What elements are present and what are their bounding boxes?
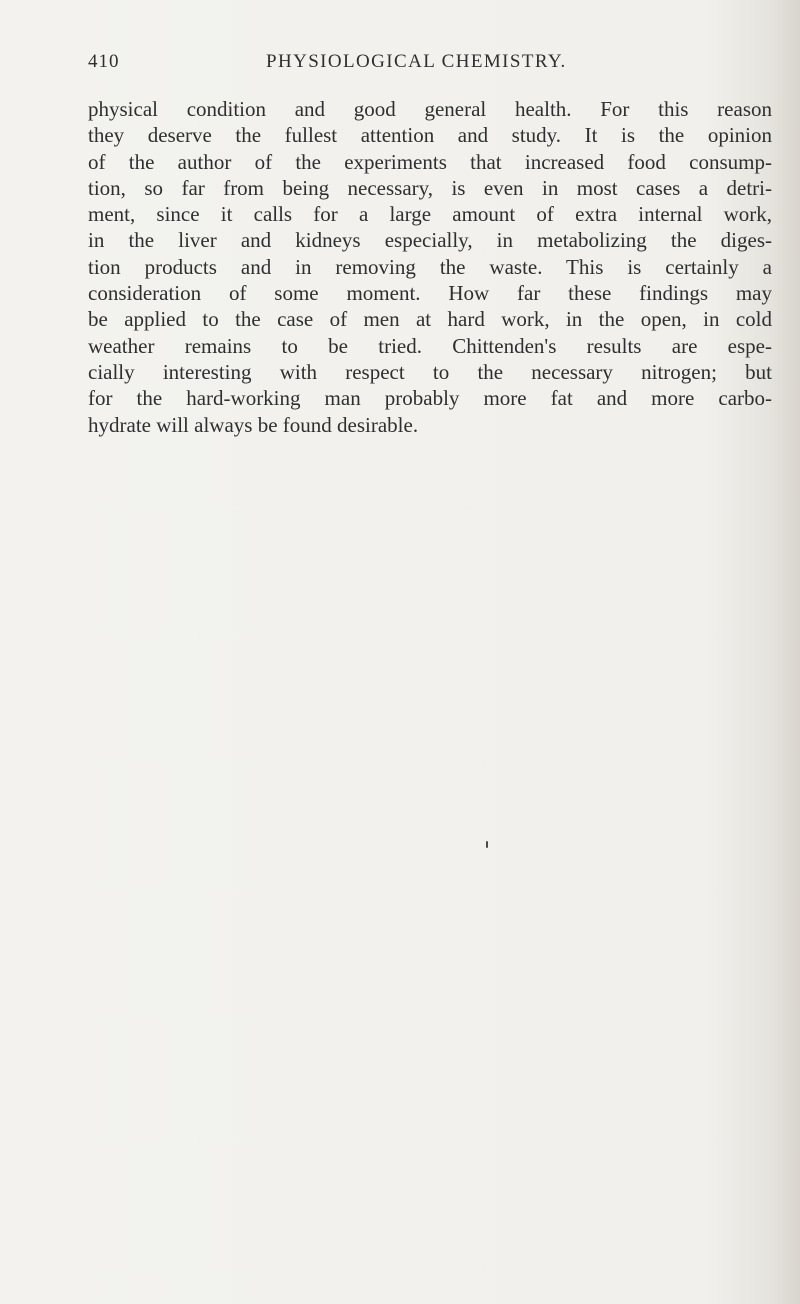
text-line: for the hard-working man probably more fat and more carbo-: [88, 386, 772, 411]
text-line: in the liver and kidneys especially, in metabolizing the diges-: [88, 228, 772, 253]
ink-speck: [486, 841, 488, 848]
text-line: ment, since it calls for a large amount of extra internal work,: [88, 202, 772, 227]
page-number: 410: [88, 51, 120, 72]
text-line: weather remains to be tried. Chittenden's results are espe-: [88, 333, 772, 358]
text-line: tion products and in removing the waste. This is certainly a: [88, 254, 772, 279]
text-line: they deserve the fullest attention and study. It is the opinion: [88, 123, 772, 148]
page-header: [88, 51, 772, 81]
text-line: physical condition and good general health. For this reason: [88, 97, 772, 121]
text-line: hydrate will always be found desirable.: [88, 412, 419, 437]
text-line: be applied to the case of men at hard work, in the open, in cold: [88, 307, 772, 332]
text-line: cially interesting with respect to the necessary nitrogen; but: [88, 359, 772, 384]
text-line: tion, so far from being necessary, is even in most cases a detri-: [88, 175, 772, 200]
text-line: of the author of the experiments that increased food consump-: [88, 149, 772, 174]
text-line: consideration of some moment. How far these findings may: [88, 281, 772, 306]
running-head: PHYSIOLOGICAL CHEMISTRY.: [266, 51, 567, 72]
body-paragraph: [88, 96, 772, 438]
